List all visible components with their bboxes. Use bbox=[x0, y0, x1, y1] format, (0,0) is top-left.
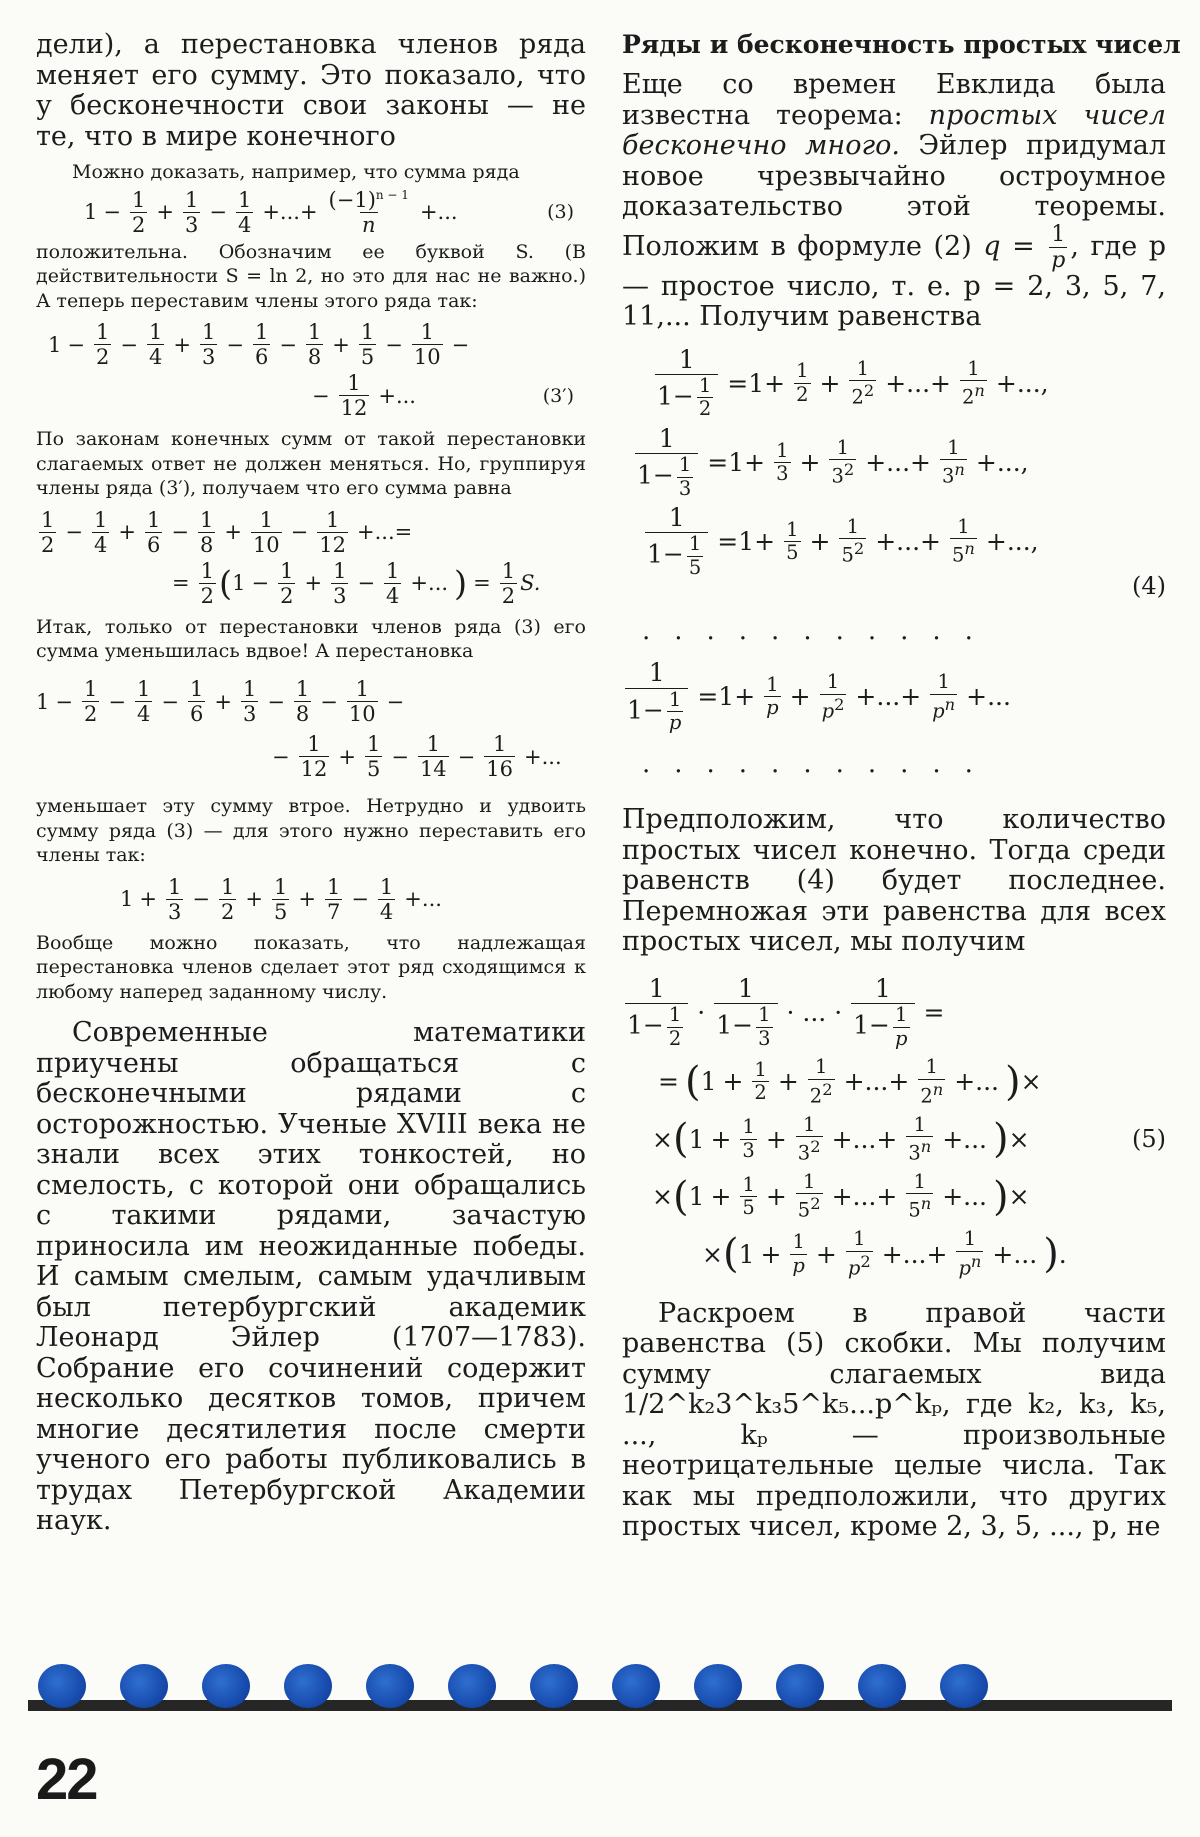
left-small-text-5: уменьшает эту сумму втрое. Нетрудно и удвоить сумму ряда (3) — для этого нужно переставить его члены так: bbox=[36, 795, 586, 867]
equation-5-line-5: × ( 1 + $\frac{1}{p}$ + $\frac{1}{p^2}$ +...+ $\frac{1}{p^n}$ +... ) . bbox=[702, 1227, 1067, 1280]
right-paragraph-1: Еще со времен Евклида была известна теорема: простых чисел бесконечно много. Эйлер придумал новое чрезвычайно остроумное доказательство этой теоремы. Положим в формуле (2) q = $\frac{1}{p}$ , где p — простое число, т. е. p = 2, 3, 5, 7, 11,... Получим равенства bbox=[622, 69, 1166, 333]
page-number: 22 bbox=[36, 1747, 97, 1812]
blue-dot bbox=[38, 1664, 86, 1708]
right-paragraph-3: Раскроем в правой части равенства (5) скобки. Мы получим сумму слагаемых вида 1/2^k₂3^k₃5^k₅...p^kₚ, где k₂, k₃, k₅, ..., kₚ — произвольные неотрицательные целые числа. Так как мы предположили, что других простых чисел, кроме 2, 3, 5, ..., p, не bbox=[622, 1297, 1166, 1543]
equation-3-label: (3) bbox=[547, 201, 574, 224]
footer-decoration bbox=[28, 1658, 1172, 1728]
blue-dot bbox=[284, 1664, 332, 1708]
equation-grouping-line-1: $\frac{1}{2}$ − $\frac{1}{4}$ + $\frac{1}{6}$ − $\frac{1}{8}$ + $\frac{1}{10}$ − $\frac{1}{12}$ +...= bbox=[41, 507, 413, 557]
left-small-text-4: Итак, только от перестановки членов ряда (3) его сумма уменьшилась вдвое! А перестановка bbox=[36, 615, 586, 663]
blue-dot bbox=[366, 1664, 414, 1708]
left-small-text-6: Вообще можно показать, что надлежащая перестановка членов сделает этот ряд сходящимся к любому наперед заданному числу. bbox=[36, 931, 586, 1003]
equation-5-line-1: 1 1− $\frac{1}{2}$ · 1 1− $\frac{1}{3}$ · ... · 1 1− $\frac{1}{p}$ = bbox=[627, 973, 945, 1050]
blue-dot bbox=[530, 1664, 578, 1708]
equation-4-label: (4) bbox=[1132, 572, 1166, 601]
left-paragraph-1: дели), а перестановка членов ряда меняет его сумму. Это показало, что у бесконечности свои законы — не те, что в мире конечного bbox=[36, 29, 586, 152]
equation-triple-line-1: 1 − $\frac{1}{2}$ − $\frac{1}{4}$ − $\frac{1}{6}$ + $\frac{1}{3}$ − $\frac{1}{8}$ − $\frac{1}{10}$ − bbox=[36, 676, 405, 727]
equation-5-line-4: × ( 1 + $\frac{1}{5}$ + $\frac{1}{5^2}$ +...+ $\frac{1}{5^n}$ +... ) × bbox=[652, 1170, 1030, 1222]
right-column bbox=[622, 30, 1181, 1543]
equation-grouping-line-2: = $\frac{1}{2}$ ( 1 − $\frac{1}{2}$ + $\frac{1}{3}$ − $\frac{1}{4}$ +... ) = $\frac{1}{2}$ S. bbox=[172, 558, 541, 608]
equation-3: 1 − $\frac{1}{2}$ + $\frac{1}{3}$ − $\frac{1}{4}$ +...+ $\frac{(-1)^{n - 1}}{n}$ +... (3) bbox=[84, 187, 574, 237]
left-small-text-2: положительна. Обозначим ее буквой S. (В действительности S = ln 2, но это для нас не важно.) А теперь переставим члены этого ряда так: bbox=[36, 240, 586, 312]
equation-double: 1 + $\frac{1}{3}$ − $\frac{1}{2}$ + $\frac{1}{5}$ + $\frac{1}{7}$ − $\frac{1}{4}$ +... bbox=[120, 874, 442, 924]
left-small-text-3: По законам конечных сумм от такой перестановки слагаемых ответ не должен меняться. Но, группируя члены ряда (3′), получаем что его сумма равна bbox=[36, 428, 586, 500]
equation-5-line-2: = ( 1 + $\frac{1}{2}$ + $\frac{1}{2^2}$ +...+ $\frac{1}{2^n}$ +... ) × bbox=[658, 1055, 1042, 1108]
equation-3-prime-line-1: 1 − $\frac{1}{2}$ − $\frac{1}{4}$ + $\frac{1}{3}$ − $\frac{1}{6}$ − $\frac{1}{8}$ + $\frac{1}{5}$ − $\frac{1}{10}$ − bbox=[48, 320, 470, 370]
blue-dot bbox=[202, 1664, 250, 1708]
equation-4-row-3: 1 1− $\frac{1}{3}$ =1+ $\frac{1}{3}$ + $\frac{1}{3^2}$ +...+ $\frac{1}{3^n}$ +..., bbox=[637, 423, 1029, 500]
blue-dot bbox=[612, 1664, 660, 1708]
blue-dot bbox=[776, 1664, 824, 1708]
section-heading: Ряды и бесконечность простых чисел bbox=[622, 30, 1181, 59]
blue-dot bbox=[120, 1664, 168, 1708]
blue-dot bbox=[448, 1664, 496, 1708]
left-small-text-1: Можно доказать, например, что сумма ряда bbox=[72, 161, 520, 183]
equation-3-prime-line-2: − $\frac{1}{12}$ +... (3′) bbox=[312, 371, 574, 421]
equation-3-prime-label: (3′) bbox=[542, 384, 574, 407]
left-paragraph-2: Современные математики приучены обращаться с бесконечными рядами с осторожностью. Ученые XVIII века не знали всех этих тонкостей, но смелость, с которой они обращались с такими рядами, зачастую приносила им неожиданные победы. И самым смелым, самым удачливым был петербургский академик Леонард Эйлер (1707—1783). Собрание его сочинений содержит несколько десятков томов, причем многие десятилетия после смерти ученого его работы публиковались в трудах Петербургской Академии наук. bbox=[36, 1017, 586, 1537]
equation-5-label: (5) bbox=[1132, 1125, 1166, 1154]
equation-5-block bbox=[622, 973, 1166, 1280]
dotted-line-1: ........... bbox=[642, 616, 997, 647]
dotted-line-2: ........... bbox=[642, 749, 997, 780]
blue-dot bbox=[694, 1664, 742, 1708]
footer-rule bbox=[28, 1700, 1172, 1711]
equation-4-row-2: 1 1− $\frac{1}{2}$ =1+ $\frac{1}{2}$ + $\frac{1}{2^2}$ +...+ $\frac{1}{2^n}$ +..., bbox=[657, 344, 1049, 421]
left-column bbox=[36, 30, 586, 1537]
equation-4-row-5: 1 1− $\frac{1}{5}$ =1+ $\frac{1}{5}$ + $\frac{1}{5^2}$ +...+ $\frac{1}{5^n}$ +..., bbox=[647, 503, 1039, 579]
equation-5-line-3: × ( 1 + $\frac{1}{3}$ + $\frac{1}{3^2}$ +...+ $\frac{1}{3^n}$ +... ) × (5) bbox=[652, 1112, 1166, 1165]
equation-4-block bbox=[622, 344, 1166, 780]
equation-triple-line-2: − $\frac{1}{12}$ + $\frac{1}{5}$ − $\frac{1}{14}$ − $\frac{1}{16}$ +... bbox=[272, 732, 562, 782]
blue-dot bbox=[858, 1664, 906, 1708]
right-paragraph-2: Предположим, что количество простых чисел конечно. Тогда среди равенств (4) будет последнее. Перемножая эти равенства для всех простых чисел, мы получим bbox=[622, 804, 1166, 958]
blue-dot bbox=[940, 1664, 988, 1708]
equation-4-row-p: 1 1− $\frac{1}{p}$ =1+ $\frac{1}{p}$ + $\frac{1}{p^2}$ +...+ $\frac{1}{p^n}$ +... bbox=[627, 658, 1011, 734]
